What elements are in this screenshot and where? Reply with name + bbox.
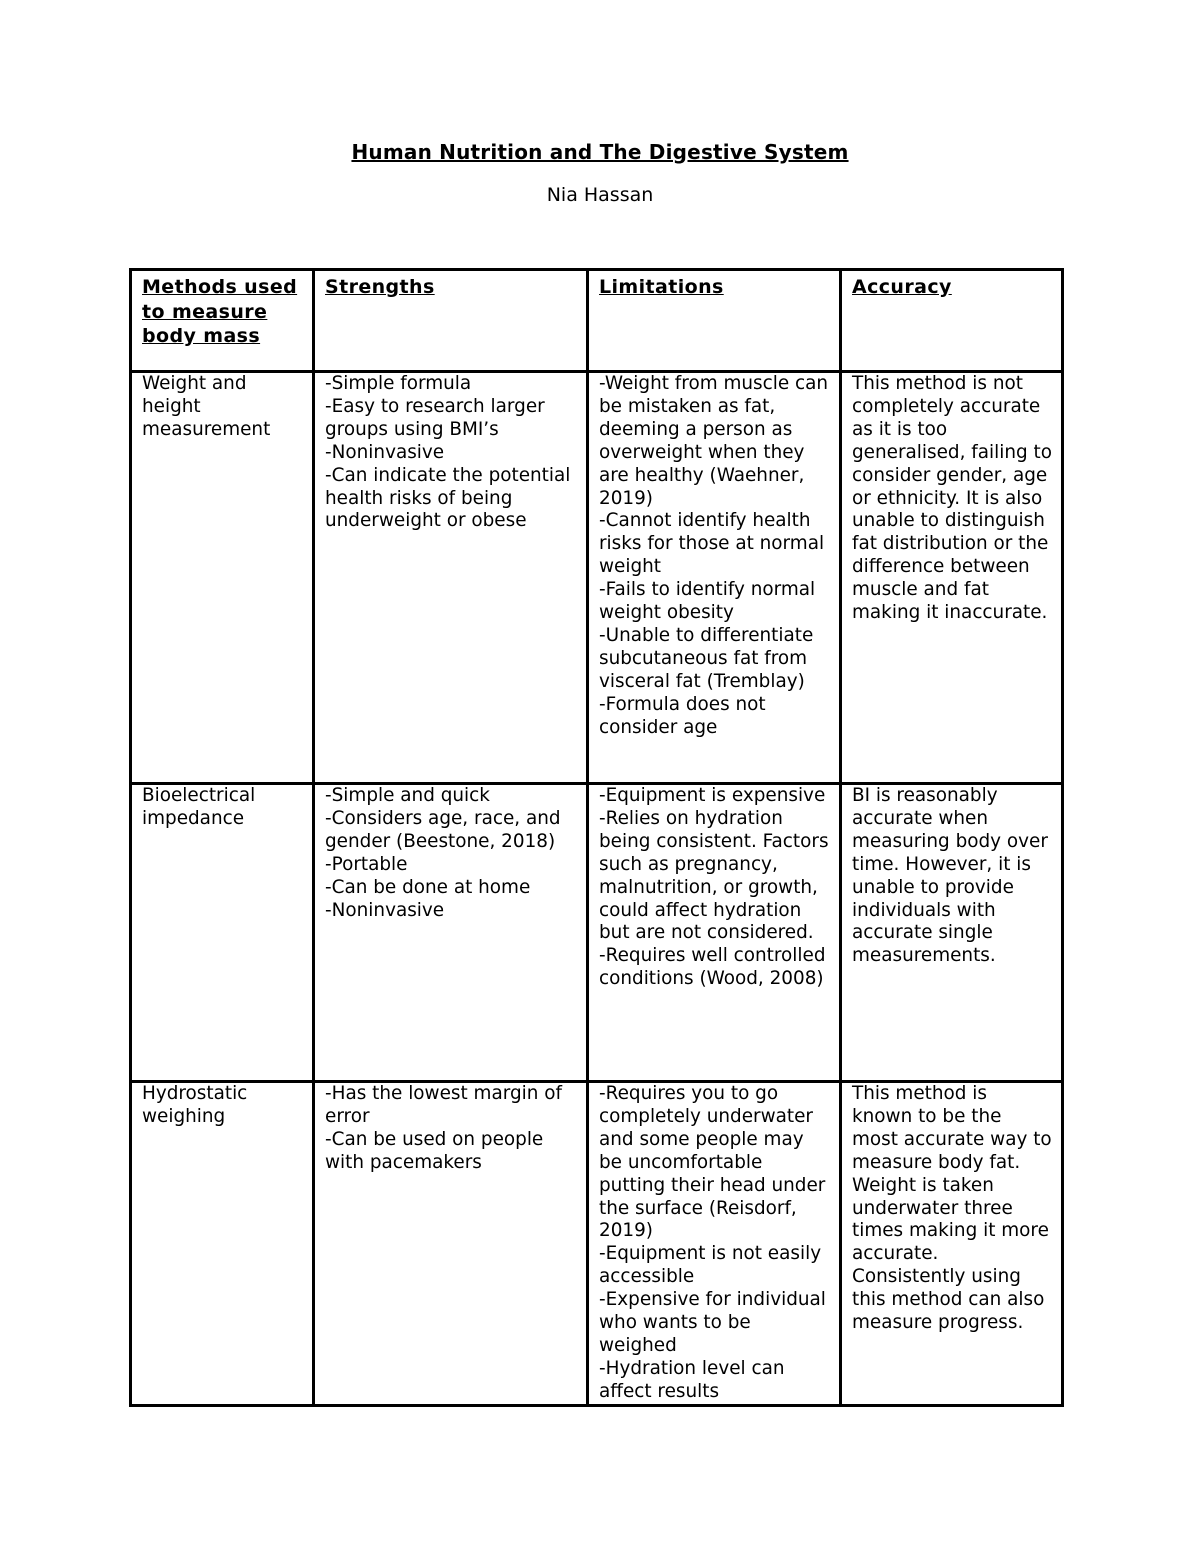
table-row	[131, 784, 1063, 1082]
cell-strengths: -Simple and quick -Considers age, race, and gender (Beestone, 2018) -Portable -Can be done at home -Noninvasive	[314, 784, 588, 1082]
header-methods: Methods used to measure body mass	[131, 270, 314, 372]
document-title: Human Nutrition and The Digestive System	[351, 140, 849, 164]
document-author: Nia Hassan	[546, 184, 654, 206]
cell-method: Bioelectrical impedance	[131, 784, 314, 1082]
table-row	[131, 1082, 1063, 1406]
cell-limitations: -Weight from muscle can be mistaken as fat, deeming a person as overweight when they are healthy (Waehner, 2019) -Cannot identify health risks for those at normal weight -Fails to identify normal weight obesity -Unable to differentiate subcutaneous fat from visceral fat (Tremblay) -Formula does not consider age	[588, 372, 841, 784]
cell-strengths: -Simple formula -Easy to research larger groups using BMI’s -Noninvasive -Can indicate the potential health risks of being underweight or obese	[314, 372, 588, 784]
header-strengths: Strengths	[314, 270, 588, 372]
cell-accuracy: BI is reasonably accurate when measuring body over time. However, it is unable to provide individuals with accurate single measurements.	[841, 784, 1063, 1082]
cell-accuracy: This method is known to be the most accurate way to measure body fat. Weight is taken underwater three times making it more accurate. Consistently using this method can also measure progress.	[841, 1082, 1063, 1406]
header-limitations: Limitations	[588, 270, 841, 372]
methods-comparison-table	[129, 268, 1064, 1407]
cell-limitations: -Equipment is expensive -Relies on hydration being consistent. Factors such as pregnancy, malnutrition, or growth, could affect hydration but are not considered. -Requires well controlled conditions (Wood, 2008)	[588, 784, 841, 1082]
cell-accuracy: This method is not completely accurate as it is too generalised, failing to consider gender, age or ethnicity. It is also unable to distinguish fat distribution or the difference between muscle and fat making it inaccurate.	[841, 372, 1063, 784]
table-header-row	[131, 270, 1063, 372]
header-accuracy: Accuracy	[841, 270, 1063, 372]
cell-method: Weight and height measurement	[131, 372, 314, 784]
cell-limitations: -Requires you to go completely underwater and some people may be uncomfortable putting their head under the surface (Reisdorf, 2019) -Equipment is not easily accessible -Expensive for individual who wants to be weighed -Hydration level can affect results	[588, 1082, 841, 1406]
cell-method: Hydrostatic weighing	[131, 1082, 314, 1406]
cell-strengths: -Has the lowest margin of error -Can be used on people with pacemakers	[314, 1082, 588, 1406]
table-row	[131, 372, 1063, 784]
